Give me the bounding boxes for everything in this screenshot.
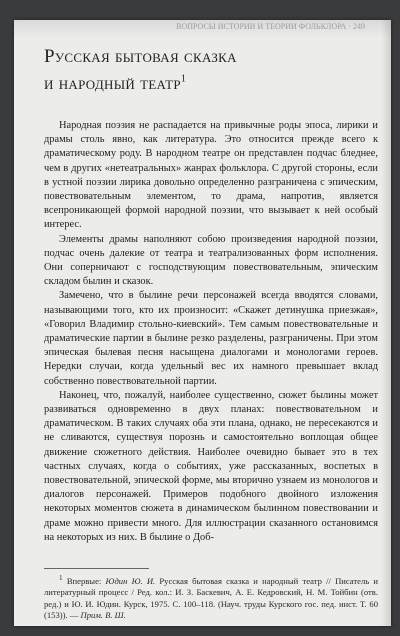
body-text — [44, 119, 378, 545]
chapter-title-line2: и народный театр — [44, 73, 181, 94]
paragraph: Замечено, что в былине речи персонажей всегда вводятся словами, называющими того, кто их произносит: «Скажет детинушка приезжая», «Говорил Владимир стольно-киевский». Тем самым повествовательные и драматические партии в былине резко разделены, разграничены. При этом эпическая былевая песня насыщена диалогами и монологами героев. Нередки случаи, когда удельный вес их намного превышает вклад собственно повествовательной партии. — [44, 290, 378, 387]
book-page — [14, 20, 391, 626]
chapter-title-line1: Русская бытовая сказка — [44, 46, 237, 67]
footnote-number: 1 — [59, 574, 63, 582]
page-edge-shadow — [381, 20, 391, 626]
running-header: ВОПРОСЫ ИСТОРИИ И ТЕОРИИ ФОЛЬКЛОРА · 249 — [14, 20, 391, 38]
footnote-author: Юдин Ю. И. — [105, 575, 156, 586]
footnote-marker: 1 — [180, 73, 187, 85]
footnote — [44, 573, 378, 621]
footnote-text: Русская бытовая сказка и народный театр // Писатель и литературный процесс / Ред. кол.: И. З. Баскевич, А. Е. Кедровский, Н. М. Тойбин (отв. ред.) и Ю. И. Юдин. Курск, 1975. С. 100–118. (Науч. труды Курского гос. пед. инст. Т. 60 (153)). — — [44, 575, 378, 621]
footnote-signature: Прим. В. Ш. — [80, 610, 126, 621]
paragraph: Элементы драмы наполняют собою произведения народной поэзии, подчас очень далекие от театра и театрализованных форм исполнения. Они соперничают с господствующим повествовательным, эпическим складом былин и сказок. — [44, 233, 378, 288]
chapter-title — [44, 43, 374, 97]
footnote-divider — [44, 568, 149, 569]
paragraph: Наконец, что, пожалуй, наиболее существенно, сюжет былины может развиваться одновременно в двух планах: повествовательном и драматическом. В таких случаях оба эти плана, однако, не пересекаются и не сливаются, существуя порознь и самостоятельно воплощая общее движение сюжетного действия. Наиболее очевидно бывает это в тех частных случаях, когда о событиях, уже рассказанных, воспетых в повествовательной, эпической форме, мы вторично узнаем из монологов и диалогов персонажей. Примеров подобного двойного изложения некоторых моментов сюжета в динамическом былинном повествовании и драме можно привести много. Для иллюстрации сказанного остановимся на некоторых из них. В былине о Доб- — [44, 389, 378, 543]
paragraph: Народная поэзия не распадается на привычные роды эпоса, лирики и драмы столь явно, как литература. Это относится прежде всего к драматическому роду. В народном театре он представлен подчас бледнее, чем в других «нетеатральных» жанрах фольклора. С другой стороны, если в устной поэзии лирика довольно определенно разграничена с эпическим, повествовательным элементом, то драма, напротив, является всепроникающей формой народной поэзии, что вызывает к ней особый интерес. — [44, 120, 378, 231]
footnote-prefix: Впервые: — [66, 575, 106, 586]
